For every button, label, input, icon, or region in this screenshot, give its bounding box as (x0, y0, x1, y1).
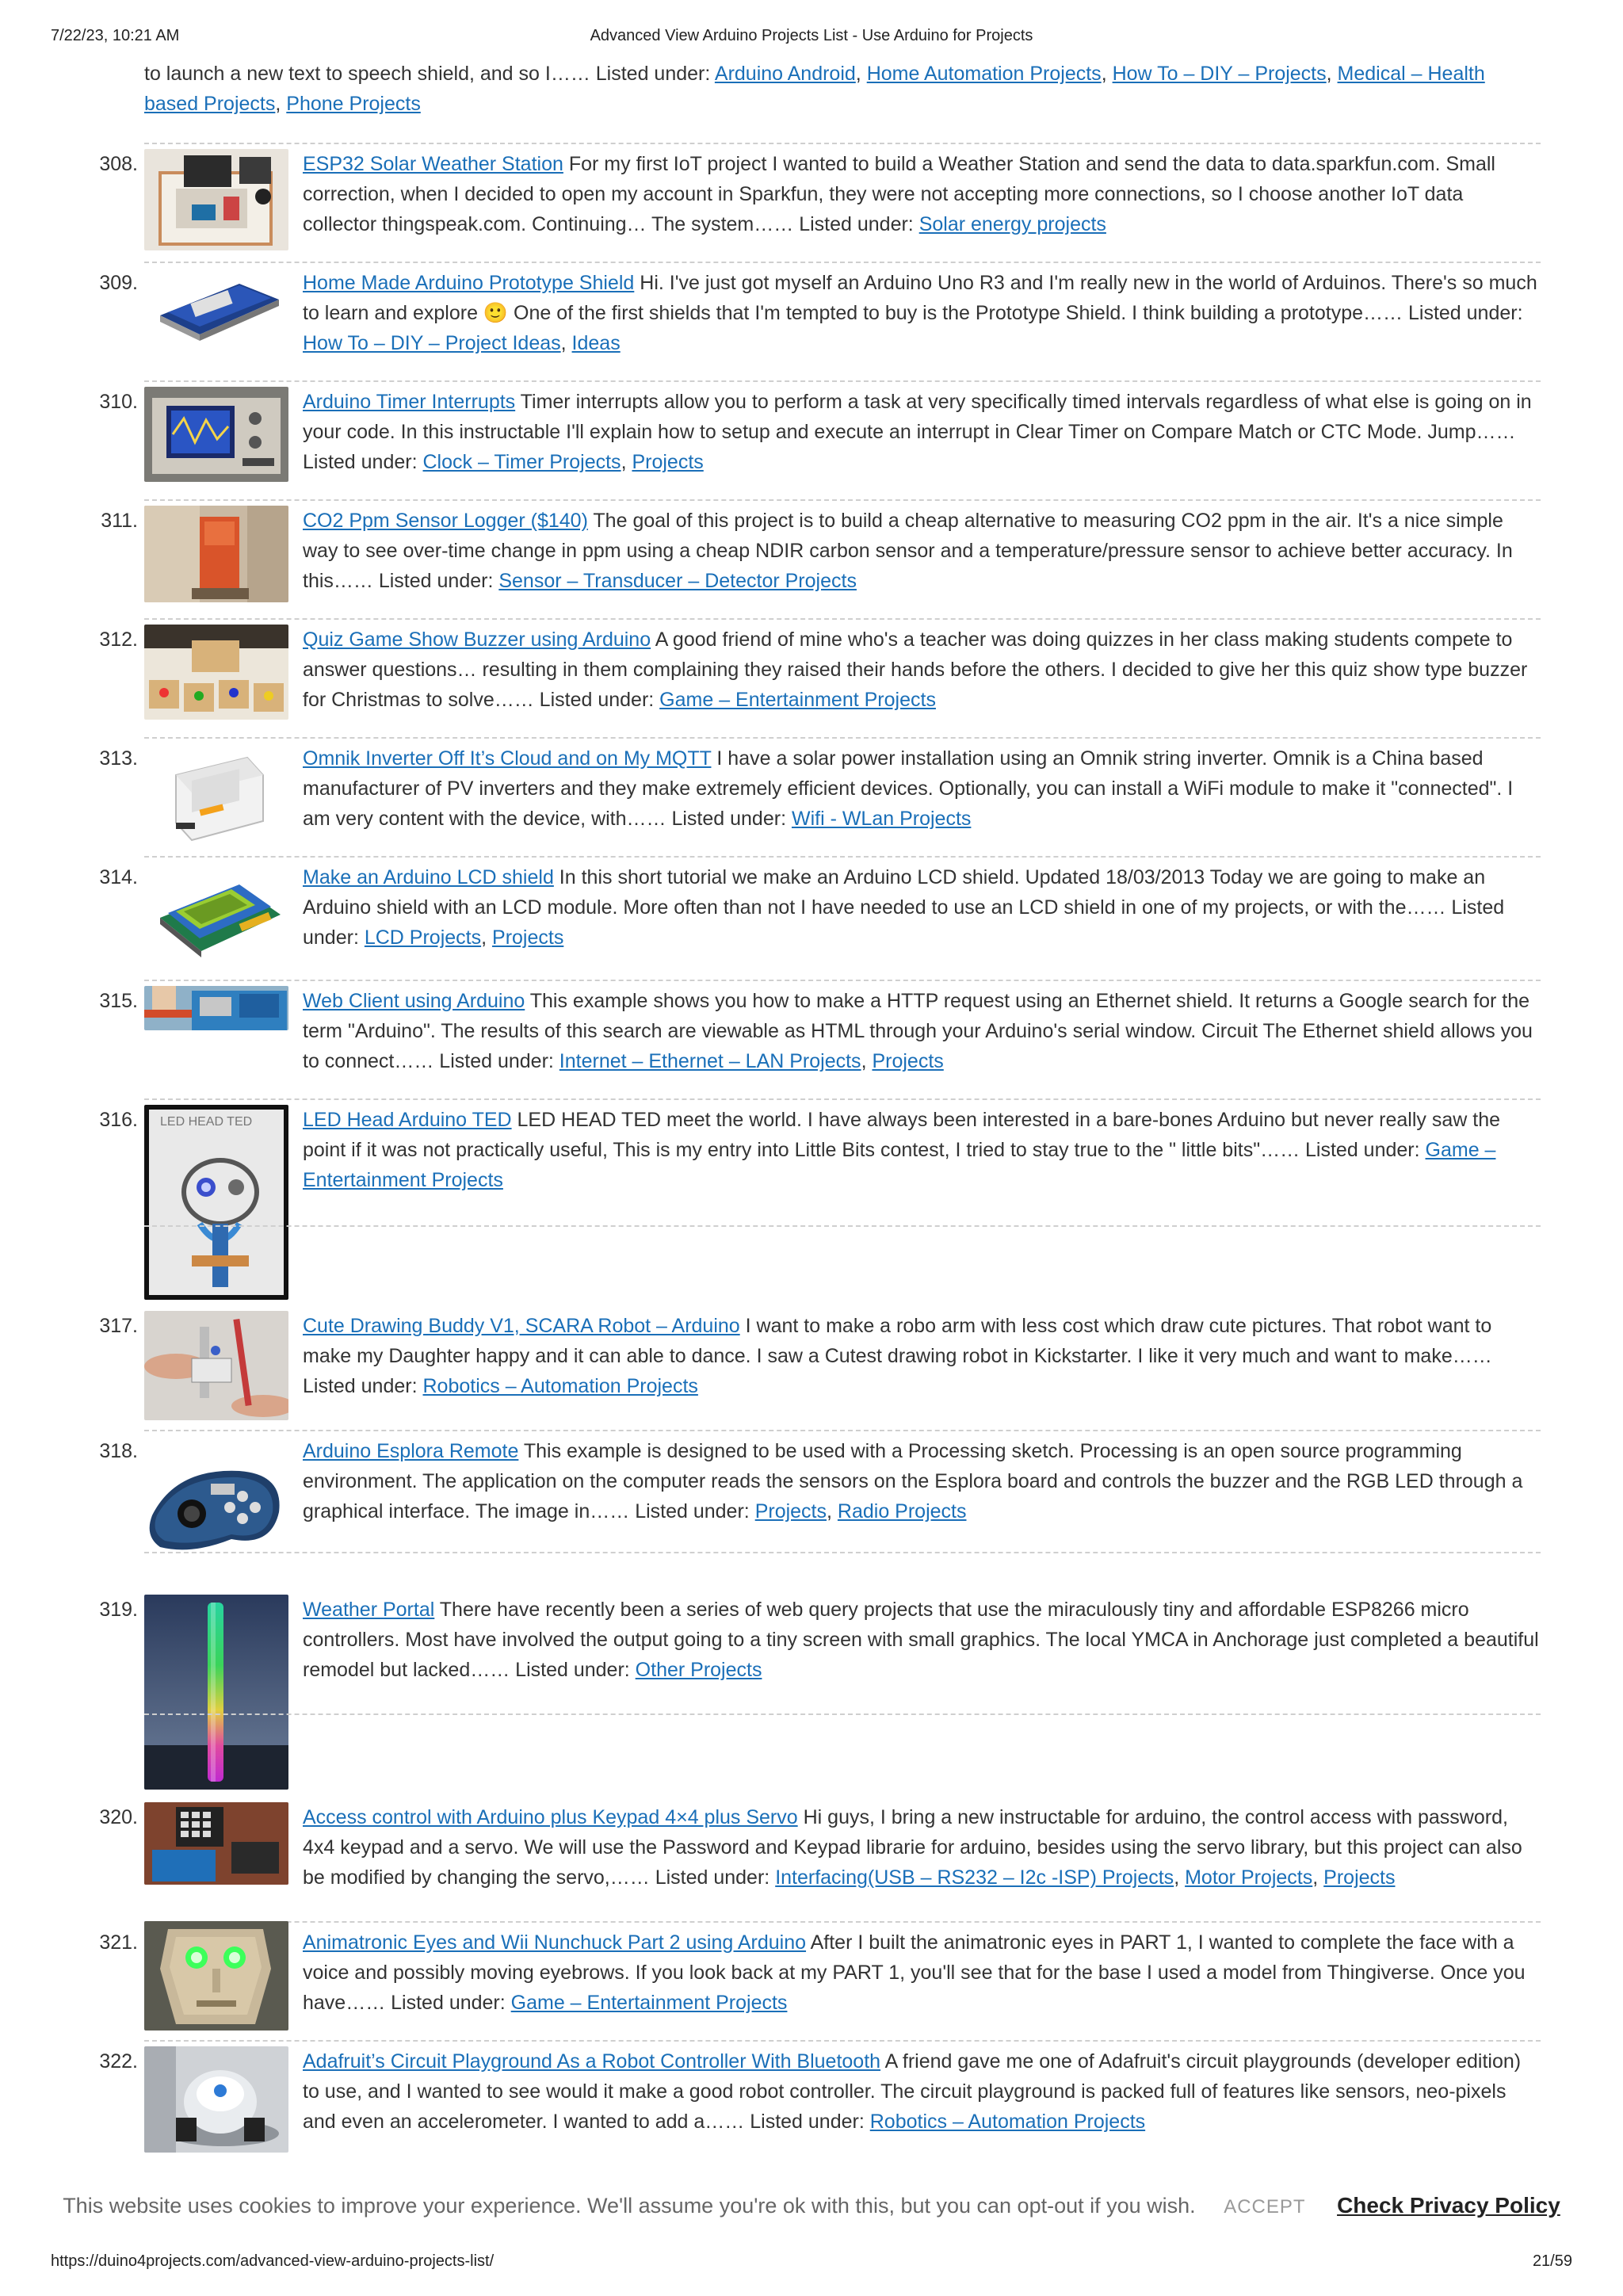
item-text: Timer interrupts allow you to perform a task at very specifically timed intervals regardless of what else is going on in your code. In this instructable I'll explain how to setup and execute an interrupt in Clear Timer on Compare Match or CTC Mode. Jump…… Listed under: (303, 391, 1532, 473)
item-number: 316. (99, 1109, 138, 1131)
item-number: 311. (101, 510, 138, 532)
item-number: 321. (99, 1931, 138, 1954)
item-description (303, 506, 1541, 596)
item-description: Arduino Timer Interrupts Timer interrupts allow you to perform a task at very specifically timed intervals regardless of what else is going on in your code. In this instructable I'll explain how to setup and execute an interrupt in Clear Timer on Compare Match or CTC Mode. Jump…… Listed under: Clock – Timer Projects, Projects (303, 391, 1532, 473)
category-link[interactable]: Phone Projects (286, 93, 421, 115)
item-text: For my first IoT project I wanted to build a Weather Station and send the data to data.sparkfun.com. Small correction, when I decided to open my account in Sparkfun, they were not accepting more connections, so I choose another IoT data collector thingspeak.com. Continuing… The system…… Listed under: (303, 153, 1495, 235)
item-text: This example shows you how to make a HTTP request using an Ethernet shield. It returns a Google search for the term "Arduino". The results of this search are viewable as HTML through your Arduino's serial window. Circuit The Ethernet shield allows you to connect…… Listed under: (303, 990, 1533, 1072)
project-thumbnail[interactable] (144, 1105, 288, 1300)
category-link[interactable]: Sensor – Transducer – Detector Projects (498, 570, 857, 592)
item-number: 320. (99, 1806, 138, 1828)
print-url: https://duino4projects.com/advanced-view-arduino-projects-list/ (51, 2252, 495, 2270)
item-description (303, 625, 1541, 715)
project-thumbnail[interactable] (144, 862, 288, 967)
item-number: 317. (99, 1315, 138, 1337)
item-number: 315. (99, 990, 138, 1012)
project-thumbnail[interactable] (144, 2046, 288, 2153)
item-text: A friend gave me one of Adafruit's circuit playgrounds (developer edition) to use, and I wanted to see would it make a good robot controller. The circuit playground is packed full of features like sensors, neo-pixels and even an accelerometer. I wanted to add a…… Listed under: (303, 2050, 1522, 2133)
item-number: 319. (99, 1599, 138, 1621)
item-description (303, 1927, 1541, 2018)
project-title-link[interactable]: Quiz Game Show Buzzer using Arduino (303, 628, 651, 651)
category-link[interactable]: Wifi - WLan Projects (791, 808, 972, 830)
project-title-link[interactable]: Arduino Timer Interrupts (303, 391, 516, 413)
divider (144, 1225, 1541, 1227)
project-title-link[interactable]: Omnik Inverter Off It’s Cloud and on My MQTT (303, 747, 712, 770)
project-title-link[interactable]: Access control with Arduino plus Keypad 4×4 plus Servo (303, 1806, 798, 1828)
item-number: 322. (99, 2050, 138, 2073)
item-description: Access control with Arduino plus Keypad 4×4 plus Servo Hi guys, I bring a new instructable for arduino, the control access with password, 4x4 keypad and a servo. We will use the Password and Keypad librarie for arduino, besides using the servo library, but this project can also be modified by changing the servo,…… Listed under: Interfacing(USB – RS232 – I2c -ISP) Projects, Motor Projects, Projects (303, 1806, 1522, 1889)
project-thumbnail[interactable] (144, 743, 288, 845)
project-thumbnail[interactable] (144, 986, 288, 1030)
category-link[interactable]: Arduino Android (714, 63, 856, 85)
divider (144, 618, 1541, 620)
category-link[interactable]: Interfacing(USB – RS232 – I2c -ISP) Projects (775, 1866, 1174, 1889)
category-link[interactable]: Projects (632, 451, 704, 473)
category-link[interactable]: Motor Projects (1185, 1866, 1313, 1889)
item-description (303, 743, 1541, 834)
divider (144, 499, 1541, 501)
project-title-link[interactable]: Make an Arduino LCD shield (303, 866, 554, 888)
category-link[interactable]: Projects (492, 926, 564, 949)
category-link[interactable]: Home Automation Projects (866, 63, 1102, 85)
project-thumbnail[interactable] (144, 506, 288, 602)
category-link[interactable]: Ideas (571, 332, 621, 354)
category-link[interactable]: Projects (872, 1050, 944, 1072)
divider (144, 143, 1541, 144)
category-link[interactable]: Clock – Timer Projects (422, 451, 621, 473)
project-thumbnail[interactable] (144, 625, 288, 720)
category-link[interactable]: Game – Entertainment Projects (303, 1139, 1496, 1191)
svg-text:LED HEAD TED: LED HEAD TED (160, 1115, 253, 1129)
item-text: I want to make a robo arm with less cost which draw cute pictures. That robot want to make my Daughter happy and it can able to dance. I saw a Cutest drawing robot in Kickstarter. I like it very much and want to make…… Listed under: (303, 1315, 1492, 1397)
item-description (303, 1595, 1541, 1685)
item-text: After I built the animatronic eyes in PART 1, I wanted to complete the face with a voice and possibly moving eyebrows. If you look back at my PART 1, you'll see that for the base I used a model from Thingiverse. Once you have…… Listed under: (303, 1931, 1526, 2014)
category-link[interactable]: Projects (754, 1500, 827, 1522)
item-description: Make an Arduino LCD shield In this short tutorial we make an Arduino LCD shield. Updated 18/03/2013 Today we are going to make an Arduino shield with an LCD module. More often than not I have needed to use an LCD shield in one of my projects, or with the…… Listed under: LCD Projects, Projects (303, 866, 1505, 949)
project-title-link[interactable]: CO2 Ppm Sensor Logger ($140) (303, 510, 588, 532)
divider (144, 1098, 1541, 1100)
item-number: 310. (99, 391, 138, 413)
item-number: 309. (99, 272, 138, 294)
item-text: In this short tutorial we make an Arduino LCD shield. Updated 18/03/2013 Today we are going to make an Arduino shield with an LCD module. More often than not I have needed to use an LCD shield in one of my projects, or with the…… Listed under: (303, 866, 1505, 949)
item-description: Web Client using Arduino This example shows you how to make a HTTP request using an Ethernet shield. It returns a Google search for the term "Arduino". The results of this search are viewable as HTML through your Arduino's serial window. Circuit The Ethernet shield allows you to connect…… Listed under: Internet – Ethernet – LAN Projects, Projects (303, 990, 1533, 1072)
divider (144, 737, 1541, 739)
divider (144, 980, 1541, 981)
print-datetime: 7/22/23, 10:21 AM (51, 27, 180, 44)
item-text: This example is designed to be used with a Processing sketch. Processing is an open source programming environment. The application on the computer reads the sensors on the Esplora board and controls the buzzer and the RGB LED through a graphical interface. The image in…… Listed under: (303, 1440, 1523, 1522)
project-title-link[interactable]: Adafruit’s Circuit Playground As a Robot Controller With Bluetooth (303, 2050, 881, 2073)
category-link[interactable]: Radio Projects (837, 1500, 967, 1522)
project-title-link[interactable]: Cute Drawing Buddy V1, SCARA Robot – Arduino (303, 1315, 740, 1337)
cookie-banner (0, 2178, 1623, 2233)
project-title-link[interactable]: Home Made Arduino Prototype Shield (303, 272, 635, 294)
project-title-link[interactable]: Web Client using Arduino (303, 990, 525, 1012)
category-link[interactable]: Robotics – Automation Projects (422, 1375, 698, 1397)
category-link[interactable]: Game – Entertainment Projects (510, 1992, 788, 2014)
project-thumbnail[interactable] (144, 387, 288, 482)
divider (144, 2040, 1541, 2042)
divider (144, 1430, 1541, 1431)
page-number: 21/59 (1532, 2252, 1572, 2270)
project-title-link[interactable]: Arduino Esplora Remote (303, 1440, 519, 1462)
category-link[interactable]: How To – DIY – Project Ideas (303, 332, 561, 354)
item-description: Home Made Arduino Prototype Shield Hi. I've just got myself an Arduino Uno R3 and I'm really new in the world of Arduinos. There's so much to learn and explore 🙂 One of the first shields that I'm tempted to buy is the Prototype Shield. I think building a prototype…… Listed under: How To – DIY – Project Ideas, Ideas (303, 272, 1537, 354)
project-title-link[interactable]: ESP32 Solar Weather Station (303, 153, 563, 175)
print-footer (51, 2252, 1572, 2276)
item-text: Hi. I've just got myself an Arduino Uno R3 and I'm really new in the world of Arduinos. There's so much to learn and explore 🙂 One of the first shields that I'm tempted to buy is the Prototype Shield. I think building a prototype…… Listed under: (303, 272, 1537, 324)
item-text: There have recently been a series of web query projects that use the miraculously tiny and affordable ESP8266 micro controllers. Most have involved the output going to a tiny screen with small graphics. The local YMCA in Anchorage just completed a beautiful remodel but lacked…… Listed under: (303, 1599, 1539, 1681)
divider (144, 380, 1541, 382)
category-link[interactable]: LCD Projects (364, 926, 482, 949)
category-link[interactable]: Internet – Ethernet – LAN Projects (559, 1050, 861, 1072)
accept-button[interactable]: ACCEPT (1224, 2196, 1306, 2218)
project-thumbnail[interactable] (144, 268, 288, 350)
privacy-policy-link[interactable]: Check Privacy Policy (1337, 2193, 1560, 2218)
item-description: Arduino Esplora Remote This example is designed to be used with a Processing sketch. Processing is an open source programming environment. The application on the computer reads the sensors on the Esplora board and controls the buzzer and the RGB LED through a graphical interface. The image in…… Listed under: Projects, Radio Projects (303, 1440, 1523, 1522)
project-thumbnail[interactable] (144, 1921, 288, 2030)
item-description (303, 2046, 1541, 2137)
divider (144, 1713, 1541, 1715)
divider (144, 856, 1541, 858)
item-description (303, 1105, 1541, 1195)
project-thumbnail[interactable] (144, 1311, 288, 1420)
category-link[interactable]: Medical – Health based Projects (144, 63, 1485, 115)
category-link[interactable]: Solar energy projects (918, 213, 1106, 235)
item-number: 314. (99, 866, 138, 888)
category-link[interactable]: How To – DIY – Projects (1112, 63, 1327, 85)
print-header (51, 27, 1572, 51)
item-number: 313. (99, 747, 138, 770)
project-title-link[interactable]: LED Head Arduino TED (303, 1109, 512, 1131)
project-thumbnail[interactable] (144, 1595, 288, 1790)
project-thumbnail[interactable] (144, 149, 288, 250)
category-link[interactable]: Robotics – Automation Projects (869, 2111, 1146, 2133)
divider (144, 262, 1541, 263)
project-thumbnail[interactable] (144, 1802, 288, 1885)
lead-text: to launch a new text to speech shield, and so I…… Listed under: (144, 63, 715, 85)
category-link[interactable]: Projects (1323, 1866, 1396, 1889)
cookie-message: This website uses cookies to improve your experience. We'll assume you're ok with this, but you can opt-out if you wish. (63, 2194, 1196, 2218)
project-thumbnail[interactable] (144, 1436, 288, 1560)
divider (144, 1921, 1541, 1923)
print-page-title: Advanced View Arduino Projects List - Use Arduino for Projects (590, 27, 1033, 44)
item-description (303, 149, 1541, 239)
item-number: 318. (99, 1440, 138, 1462)
category-link[interactable]: Other Projects (635, 1659, 762, 1681)
item-text: Hi guys, I bring a new instructable for arduino, the control access with password, 4x4 keypad and a servo. We will use the Password and Keypad librarie for arduino, besides using the servo library, but this project can also be modified by changing the servo,…… Listed under: (303, 1806, 1522, 1889)
item-description (303, 1311, 1541, 1401)
item-number: 312. (99, 628, 138, 651)
item-text: I have a solar power installation using an Omnik string inverter. Omnik is a China based manufacturer of PV inverters and they make extremely efficient devices. Optionally, you can install a WiFi module to make it "connected". I am very content with the device, with…… Listed under: (303, 747, 1514, 830)
project-title-link[interactable]: Weather Portal (303, 1599, 435, 1621)
item-text: A good friend of mine who's a teacher was doing quizzes in her class making students compete to answer questions… resulting in them complaining they raised their hands before the others. I decided to give her this quiz show type buzzer for Christmas to solve…… Listed under: (303, 628, 1528, 711)
project-title-link[interactable]: Animatronic Eyes and Wii Nunchuck Part 2 using Arduino (303, 1931, 807, 1954)
category-link[interactable]: Game – Entertainment Projects (659, 689, 936, 711)
lead-paragraph: to launch a new text to speech shield, and so I…… Listed under: Arduino Android, Home Automation Projects, How To – DIY – Projects, Medical – Health based Projects, Phone Projects (144, 63, 1485, 115)
item-number: 308. (99, 153, 138, 175)
item-text: The goal of this project is to build a cheap alternative to measuring CO2 ppm in the air. It's a nice simple way to see over-time change in ppm using a cheap NDIR carbon sensor and a temperature/pressure sensor to achieve better accuracy. In this…… Listed under: (303, 510, 1513, 592)
divider (144, 1552, 1541, 1553)
item-text: LED HEAD TED meet the world. I have always been interested in a bare-bones Arduino but never really saw the point if it was not practically useful, This is my entry into Little Bits contest, I tried to stay true to the " little bits"…… Listed under: (303, 1109, 1501, 1161)
